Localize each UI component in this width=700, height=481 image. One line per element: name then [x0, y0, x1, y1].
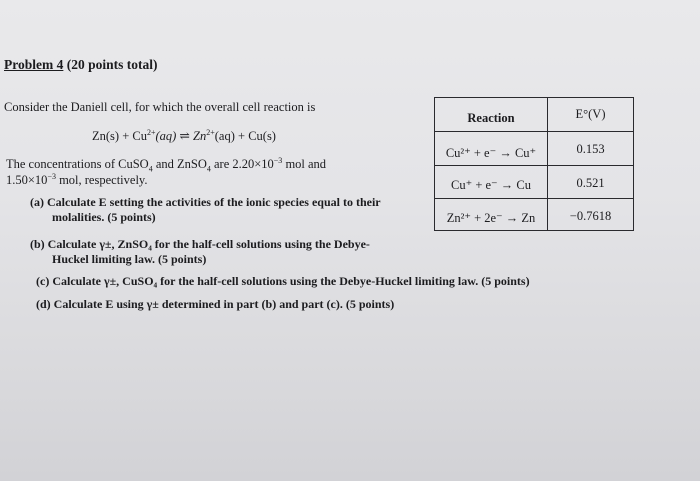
table-row-divider-1 — [435, 131, 633, 132]
part-c-line: (c) Calculate γ±, CuSO₄ for the half-cell solutions using the Debye-Huckel limiting law. (5 points) — [36, 274, 530, 288]
concentration-line-1 — [6, 157, 326, 172]
conc2-text-a: 1.50×10 — [6, 173, 48, 187]
problem-heading-points: (20 points total) — [63, 57, 158, 72]
concentration-line-2 — [6, 173, 147, 188]
table-header-e: E°(V) — [575, 107, 606, 121]
problem-heading — [4, 57, 158, 72]
conc-exp-1: −3 — [273, 155, 283, 165]
part-b-line-2: Huckel limiting law. (5 points) — [52, 252, 207, 266]
conc-sub-b: 4 — [206, 164, 211, 174]
table-row-3-e: −0.7618 — [569, 209, 612, 223]
part-a-line-1: (a) Calculate E setting the activities of the ionic species equal to their — [30, 195, 381, 209]
reaction-part-2: (aq) ⇌ Zn — [155, 129, 207, 143]
conc-text-d: mol and — [282, 157, 327, 171]
conc-text-c: are 2.20×10 — [210, 157, 274, 171]
conc-text-b: and ZnSO — [152, 157, 207, 171]
table-row-divider-3 — [435, 198, 633, 199]
table-row-3-reaction: Zn²⁺ + 2e⁻ → Zn — [446, 211, 536, 225]
problem-heading-label: Problem 4 — [4, 57, 64, 72]
reaction-part-1: Zn(s) + Cu — [92, 129, 147, 143]
reaction-part-3: (aq) + Cu(s) — [214, 129, 276, 143]
table-row-2-e: 0.521 — [576, 176, 605, 190]
reaction-charge-2: 2+ — [206, 127, 215, 137]
standard-potential-table — [434, 97, 634, 231]
part-a-line-2: molalities. (5 points) — [52, 210, 156, 224]
part-b-line-1: (b) Calculate γ±, ZnSO₄ for the half-cell solutions using the Debye- — [30, 237, 370, 251]
reaction-charge-1: 2+ — [146, 127, 156, 137]
table-header-reaction: Reaction — [467, 111, 515, 125]
table-row-divider-2 — [435, 165, 633, 166]
part-d-line: (d) Calculate E using γ± determined in part (b) and part (c). (5 points) — [36, 297, 395, 311]
conc-exp-2: −3 — [47, 171, 56, 181]
intro-text: Consider the Daniell cell, for which the overall cell reaction is — [4, 100, 316, 114]
table-row-2-reaction: Cu⁺ + e⁻ → Cu — [451, 178, 531, 192]
table-row-1-reaction: Cu²⁺ + e⁻ → Cu⁺ — [445, 146, 537, 160]
table-row-1-e: 0.153 — [576, 142, 605, 156]
conc-sub-a: 4 — [148, 164, 153, 174]
conc-text-a: The concentrations of CuSO — [6, 157, 149, 171]
conc2-text-b: mol, respectively. — [55, 173, 148, 187]
cell-reaction-equation — [92, 129, 276, 144]
